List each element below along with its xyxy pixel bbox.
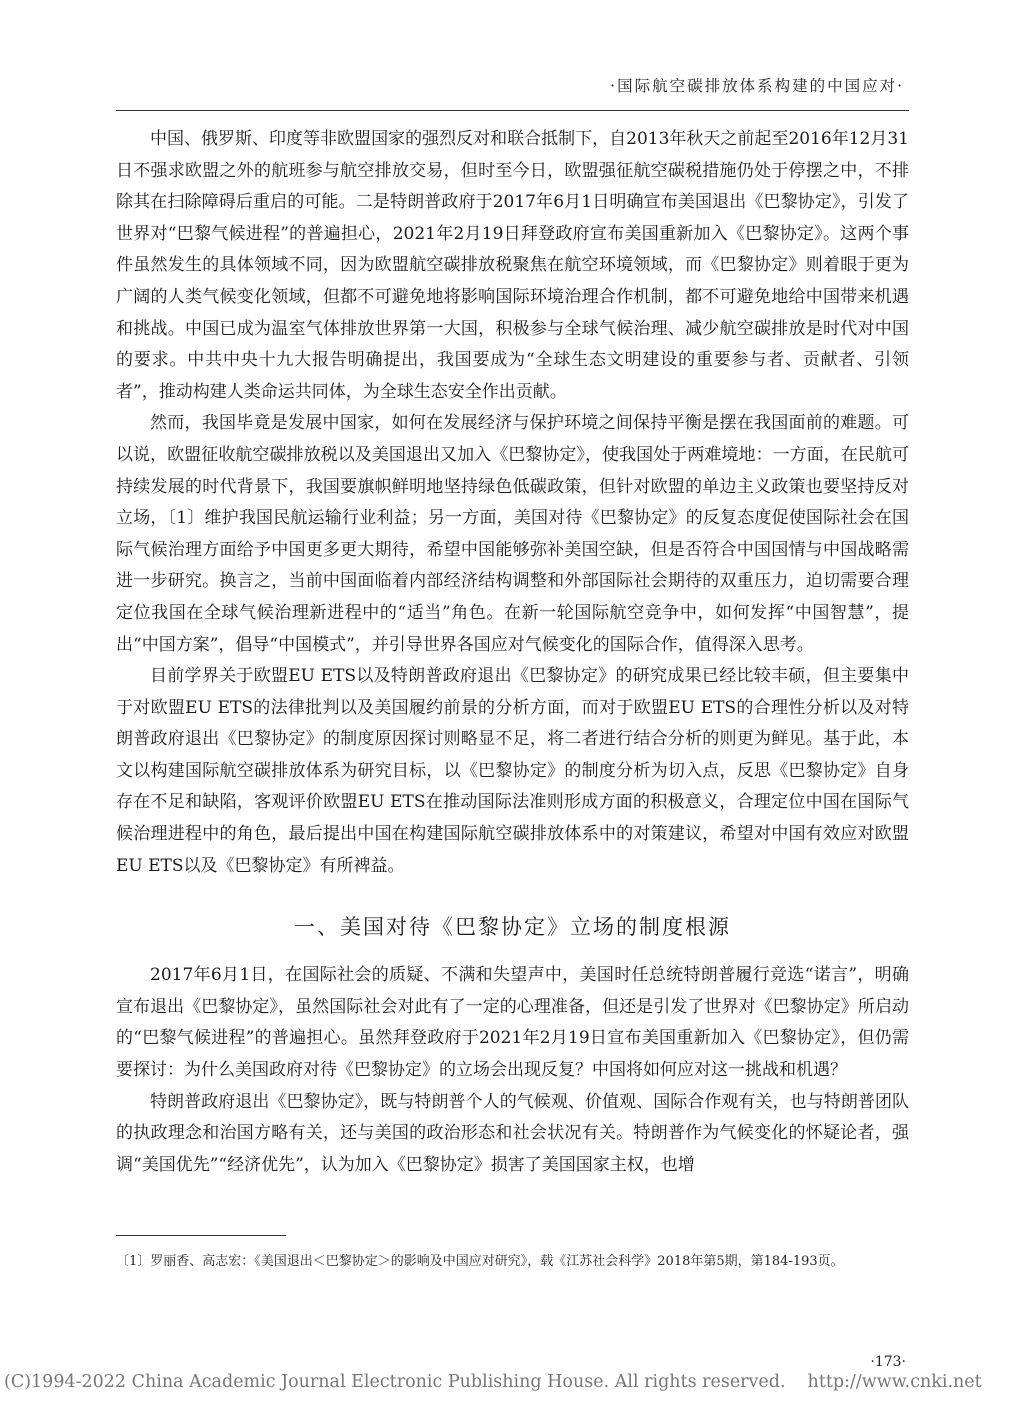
copyright-text: (C)1994-2022 China Academic Journal Electronic Publishing House. All rights reserved. [4, 1372, 786, 1392]
paragraph: 特朗普政府退出《巴黎协定》，既与特朗普个人的气候观、价值观、国际合作观有关，也与特朗普团队的执政理念和治国方略有关，还与美国的政治形态和社会状况有关。特朗普作为气候变化的怀疑论者，强调“美国优先”“经济优先”，认为加入《巴黎协定》损害了美国国家主权，也增 [116, 1091, 909, 1175]
section-heading: 一、美国对待《巴黎协定》立场的制度根源 [294, 915, 731, 940]
paragraph: 2017年6月1日，在国际社会的质疑、不满和失望声中，美国时任总统特朗普履行竞选“诺言”，明确宣布退出《巴黎协定》，虽然国际社会对此有了一定的心理准备，但还是引发了世界对《巴黎协定》所启动的“巴黎气候进程”的普遍担心。虽然拜登政府于2021年2月19日宣布美国重新加入《巴黎协定》，但仍需要探讨：为什么美国政府对待《巴黎协定》的立场会出现反复？中国将如何应对这一挑战和机遇？ [116, 965, 909, 1081]
paragraph: 目前学界关于欧盟EU ETS以及特朗普政府退出《巴黎协定》的研究成果已经比较丰硕，但主要集中于对欧盟EU ETS的法律批判以及美国履约前景的分析方面，而对于欧盟EU ETS的合理性分析以及对特朗普政府退出《巴黎协定》的制度原因探讨则略显不足，将二者进行结合分析的则更为鲜见。基于此，本文以构建国际航空碳排放体系为研究目标，以《巴黎协定》的制度分析为切入点，反思《巴黎协定》自身存在不足和缺陷，客观评价欧盟EU ETS在推动国际法准则形成方面的积极意义，合理定位中国在国际气候治理进程中的角色，最后提出中国在构建国际航空碳排放体系中的对策建议，希望对中国有效应对欧盟EU ETS以及《巴黎协定》有所裨益。 [116, 666, 909, 876]
article-body [116, 124, 909, 1181]
cnki-link[interactable]: http://www.cnki.net [807, 1372, 982, 1392]
footnote: 〔1〕罗丽香、高志宏：《美国退出＜巴黎协定＞的影响及中国应对研究》，载《江苏社会科学》2018年第5期，第184-193页。 [116, 1254, 844, 1269]
paragraph: 中国、俄罗斯、印度等非欧盟国家的强烈反对和联合抵制下，自2013年秋天之前起至2016年12月31日不强求欧盟之外的航班参与航空排放交易，但时至今日，欧盟强征航空碳税措施仍处于停摆之中，不排除其在扫除障碍后重启的可能。二是特朗普政府于2017年6月1日明确宣布美国退出《巴黎协定》，引发了世界对“巴黎气候进程”的普遍担心，2021年2月19日拜登政府宣布美国重新加入《巴黎协定》。这两个事件虽然发生的具体领域不同，因为欧盟航空碳排放税聚焦在航空环境领域，而《巴黎协定》则着眼于更为广阔的人类气候变化领域，但都不可避免地将影响国际环境治理合作机制，都不可避免地给中国带来机遇和挑战。中国已成为温室气体排放世界第一大国，积极参与全球气候治理、减少航空碳排放是时代对中国的要求。中共中央十九大报告明确提出，我国要成为“全球生态文明建设的重要参与者、贡献者、引领者”，推动构建人类命运共同体，为全球生态安全作出贡献。 [116, 129, 909, 402]
page-number: ·173· [870, 1354, 906, 1370]
header-divider [116, 110, 909, 111]
running-title: ·国际航空碳排放体系构建的中国应对· [610, 77, 904, 95]
footnote-divider [116, 1235, 286, 1236]
copyright-watermark [4, 1372, 982, 1392]
paragraph: 然而，我国毕竟是发展中国家，如何在发展经济与保护环境之间保持平衡是摆在我国面前的难题。可以说，欧盟征收航空碳排放税以及美国退出又加入《巴黎协定》，使我国处于两难境地：一方面，在民航可持续发展的时代背景下，我国要旗帜鲜明地坚持绿色低碳政策，但针对欧盟的单边主义政策也要坚持反对立场，〔1〕维护我国民航运输行业利益；另一方面，美国对待《巴黎协定》的反复态度促使国际社会在国际气候治理方面给予中国更多更大期待，希望中国能够弥补美国空缺，但是否符合中国国情与中国战略需进一步研究。换言之，当前中国面临着内部经济结构调整和外部国际社会期待的双重压力，迫切需要合理定位我国在全球气候治理新进程中的“适当”角色。在新一轮国际航空竞争中，如何发挥“中国智慧”，提出“中国方案”，倡导“中国模式”，并引导世界各国应对气候变化的国际合作，值得深入思考。 [116, 413, 909, 655]
